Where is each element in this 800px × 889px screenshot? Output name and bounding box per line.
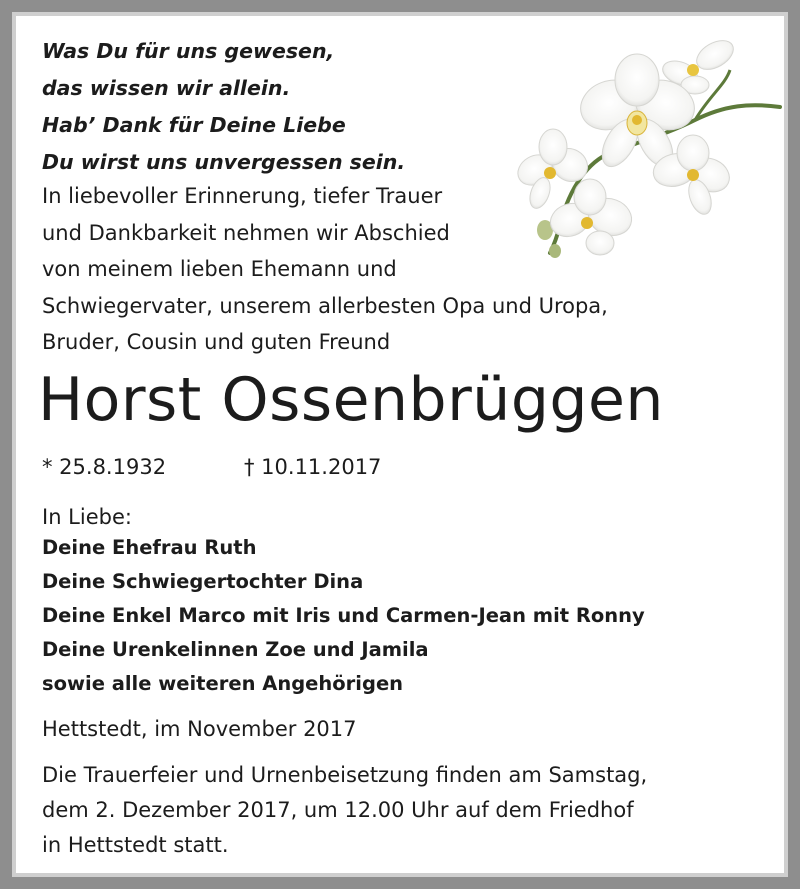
- poem-line: Hab’ Dank für Deine Liebe: [42, 113, 346, 137]
- poem-line: das wissen wir allein.: [42, 76, 291, 100]
- life-dates: [42, 452, 382, 482]
- mourners-list: [42, 531, 645, 701]
- mourner-line: sowie alle weiteren Angehörigen: [42, 672, 404, 695]
- ceremony-line: dem 2. Dezember 2017, um 12.00 Uhr auf dem Friedhof: [42, 798, 634, 822]
- intro-line: Schwiegervater, unserem allerbesten Opa und Uropa,: [42, 293, 608, 318]
- intro-line: In liebevoller Erinnerung, tiefer Trauer: [42, 184, 443, 208]
- place-date: Hettstedt, im November 2017: [42, 717, 357, 741]
- intro-line: und Dankbarkeit nehmen wir Abschied: [42, 220, 450, 245]
- poem-line: Du wirst uns unvergessen sein.: [42, 150, 406, 174]
- mourner-line: Deine Ehefrau Ruth: [42, 536, 257, 559]
- ceremony-line: Die Trauerfeier und Urnenbeisetzung finden am Samstag,: [42, 763, 648, 787]
- birth-date: * 25.8.1932: [42, 455, 167, 479]
- ceremony-info: [42, 758, 647, 863]
- intro-text: [42, 178, 608, 361]
- intro-line: Bruder, Cousin und guten Freund: [42, 330, 391, 354]
- intro-line: von meinem lieben Ehemann und: [42, 257, 397, 281]
- mourner-line: Deine Enkel Marco mit Iris und Carmen-Jean mit Ronny: [42, 604, 645, 627]
- deceased-name: Horst Ossenbrüggen: [38, 365, 664, 435]
- memorial-poem: [42, 33, 405, 181]
- mourner-line: Deine Urenkelinnen Zoe und Jamila: [42, 638, 429, 661]
- poem-line: Was Du für uns gewesen,: [42, 39, 335, 63]
- mourner-line: Deine Schwiegertochter Dina: [42, 570, 364, 593]
- ceremony-line: in Hettstedt statt.: [42, 833, 229, 857]
- mourners-label: In Liebe:: [42, 505, 132, 529]
- death-date: † 10.11.2017: [244, 455, 382, 479]
